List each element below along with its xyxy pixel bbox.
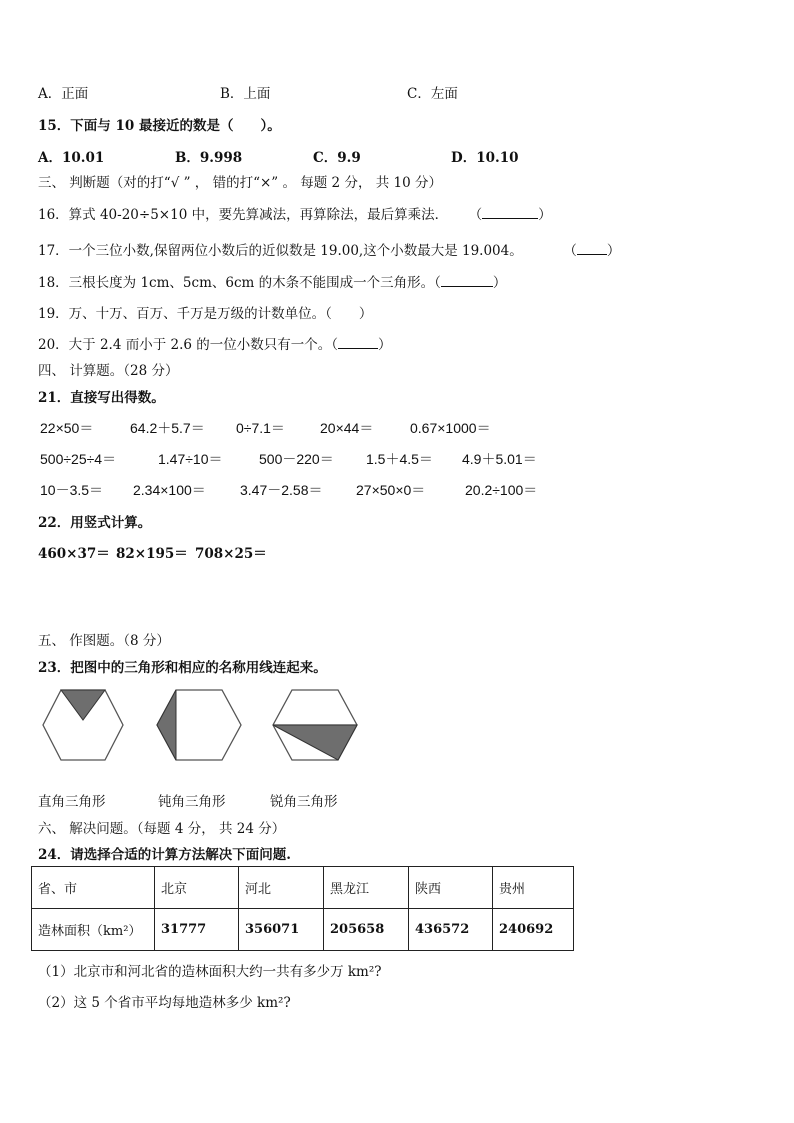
q17-answer-blank[interactable] — [577, 242, 607, 255]
q20-text: 20．大于 2.4 而小于 2.6 的一位小数只有一个。（ — [38, 337, 339, 353]
q23-question: 23．把图中的三角形和相应的名称用线连起来。 — [38, 660, 327, 676]
mental-calc-item: 27×50×0＝ — [356, 482, 426, 498]
vertical-calc-item: 82×195＝ — [116, 546, 188, 562]
q17-open: （ — [563, 243, 577, 259]
q17-question — [38, 239, 620, 259]
mental-calc-item: 0.67×1000＝ — [410, 420, 491, 436]
vertical-calc-item: 460×37＝ — [38, 546, 110, 562]
q16-question — [38, 203, 552, 223]
q15-option-c: C．9.9 — [313, 150, 361, 166]
q15-option-b: B．9.998 — [175, 150, 243, 166]
section-6-title: 六、 解决问题。（每题 4 分， 共 24 分） — [38, 821, 286, 837]
table-cell: 240692 — [493, 909, 574, 951]
table-cell: 436572 — [409, 909, 493, 951]
mental-calc-item: 3.47－2.58＝ — [240, 482, 323, 498]
label-right-triangle[interactable]: 直角三角形 — [38, 794, 106, 810]
hexagon-acute-triangle[interactable] — [273, 690, 357, 760]
table-header-cell: 贵州 — [493, 867, 574, 909]
q18-close: ） — [492, 275, 507, 291]
mental-calc-item: 1.47÷10＝ — [158, 451, 223, 467]
q14-option-b: B．上面 — [220, 86, 271, 102]
mental-calc-item: 0÷7.1＝ — [236, 420, 285, 436]
q14-option-c: C．左面 — [407, 86, 458, 102]
mental-calc-item: 500÷25÷4＝ — [40, 451, 117, 467]
q24-sub-question-1: （1）北京市和河北省的造林面积大约一共有多少万 km²? — [38, 964, 382, 980]
mental-calc-item: 20×44＝ — [320, 420, 374, 436]
hexagon-right-triangle[interactable] — [43, 690, 123, 760]
label-obtuse-triangle[interactable]: 钝角三角形 — [158, 794, 226, 810]
mental-calc-item: 1.5＋4.5＝ — [366, 451, 433, 467]
q18-question — [38, 271, 506, 291]
q15-option-d: D．10.10 — [451, 150, 519, 166]
q20-answer-blank[interactable] — [338, 336, 378, 349]
table-header-cell: 北京 — [155, 867, 239, 909]
q15-option-a: A．10.01 — [38, 150, 105, 166]
q16-text: 16．算式 40-20÷5×10 中，要先算减法，再算除法，最后算乘法． — [38, 207, 449, 223]
q20-question — [38, 333, 392, 353]
mental-calc-item: 20.2÷100＝ — [465, 482, 538, 498]
table-header-cell: 黑龙江 — [324, 867, 409, 909]
hexagon-figures — [36, 688, 396, 778]
table-cell: 356071 — [239, 909, 324, 951]
label-acute-triangle[interactable]: 锐角三角形 — [270, 794, 338, 810]
mental-calc-item: 64.2＋5.7＝ — [130, 420, 205, 436]
section-4-title: 四、 计算题。（28 分） — [38, 363, 179, 379]
q24-sub-question-2: （2）这 5 个省市平均每地造林多少 km²? — [38, 995, 291, 1011]
q18-answer-blank[interactable] — [441, 274, 493, 287]
table-cell: 31777 — [155, 909, 239, 951]
q17-close: ） — [606, 243, 621, 259]
table-header-cell: 省、市 — [32, 867, 155, 909]
section-5-title: 五、 作图题。（8 分） — [38, 633, 170, 649]
q20-close: ） — [378, 337, 392, 353]
section-3-title: 三、 判断题（对的打“√ ” ， 错的打“×” 。 每题 2 分， 共 10 分） — [38, 175, 442, 191]
mental-calc-item: 4.9＋5.01＝ — [462, 451, 537, 467]
table-header-cell: 陕西 — [409, 867, 493, 909]
q18-text: 18．三根长度为 1cm、5cm、6cm 的木条不能围成一个三角形。（ — [38, 275, 441, 291]
q15-question: 15．下面与 10 最接近的数是（ ）。 — [38, 118, 281, 134]
q19-question: 19．万、十万、百万、千万是万级的计数单位。（ ） — [38, 306, 373, 322]
afforestation-table — [31, 866, 574, 951]
q14-option-a: A．正面 — [38, 86, 89, 102]
mental-calc-item: 2.34×100＝ — [133, 482, 206, 498]
q17-text: 17．一个三位小数,保留两位小数后的近似数是 19.00,这个小数最大是 19.004。 — [38, 243, 523, 259]
q22-question: 22．用竖式计算。 — [38, 515, 152, 531]
vertical-calc-item: 708×25＝ — [195, 546, 267, 562]
mental-calc-item: 500－220＝ — [259, 451, 334, 467]
q16-open: （ — [468, 207, 483, 223]
table-cell: 205658 — [324, 909, 409, 951]
table-row-label: 造林面积（km²） — [32, 909, 155, 951]
table-header-cell: 河北 — [239, 867, 324, 909]
q24-question: 24．请选择合适的计算方法解决下面问题. — [38, 847, 291, 863]
table-row — [32, 909, 574, 951]
hexagon-obtuse-triangle[interactable] — [157, 690, 241, 760]
mental-calc-item: 22×50＝ — [40, 420, 94, 436]
table-header-row — [32, 867, 574, 909]
q16-close: ） — [538, 207, 552, 223]
q21-question: 21．直接写出得数。 — [38, 390, 165, 406]
q16-answer-blank[interactable] — [482, 206, 538, 219]
mental-calc-item: 10－3.5＝ — [40, 482, 104, 498]
